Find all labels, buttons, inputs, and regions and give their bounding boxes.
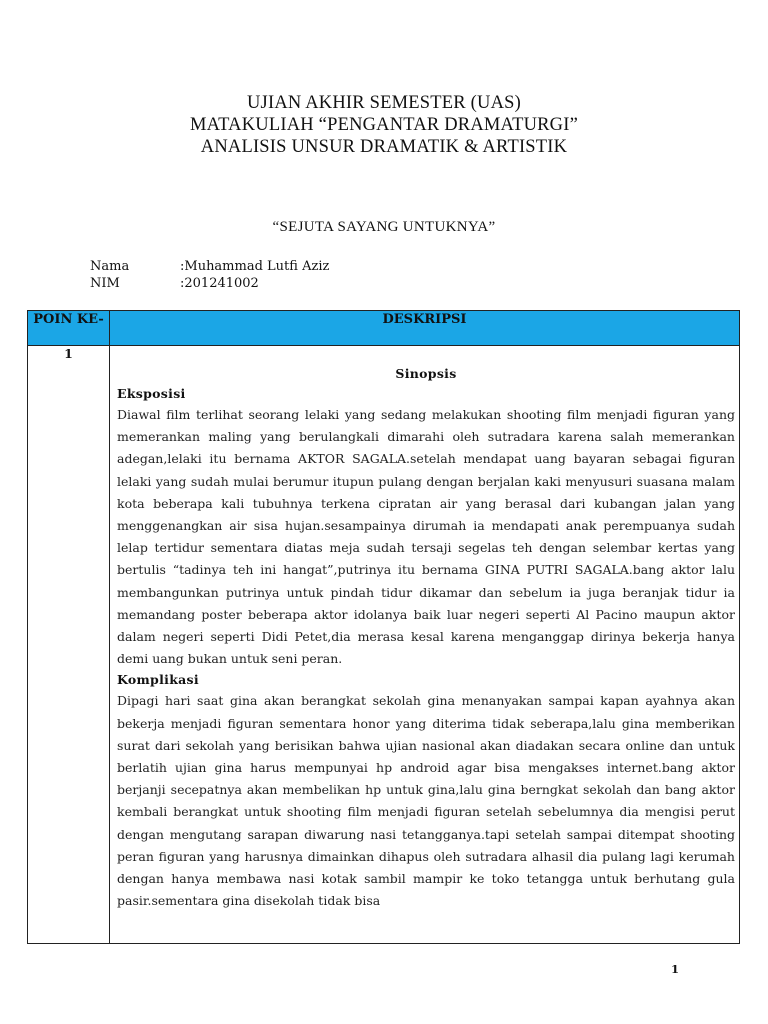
name-label: Nama — [90, 259, 130, 274]
header-title-line-2: MATAKULIAH “PENGANTAR DRAMATURGI” — [190, 115, 578, 135]
table-row — [28, 346, 740, 944]
komplikasi-text: Dipagi hari saat gina akan berangkat sekolah gina menanyakan sampai kapan ayahnya akan bekerja menjadi figuran sementara honor yang diterima tidak seberapa,lalu gina memberikan surat dari sekolah yang berisikan bahwa ujian nasional akan diadakan secara online dan untuk berlatih ujian gina harus mempunyai hp android agar bisa mengakses internet.bang aktor berjanji secepatnya akan membelikan hp untuk gina,lalu gina berngkat sekolah dan bang aktor kembali berangkat untuk shooting film menjadi figuran setelah sebelumnya dia mengisi perut dengan mengutang sarapan diwarung nasi tetangganya.tapi setelah sampai ditempat shooting peran figuran yang harusnya dimainkan dihapus oleh sutradara alhasil dia pulang lagi kerumah dengan hanya membawa nasi kotak sambil mampir ke toko tetangga untuk berhutang gula pasir.sementara gina disekolah tidak bisa — [117, 693, 735, 909]
eksposisi-text: Diawal film terlihat seorang lelaki yang sedang melakukan shooting film menjadi figuran yang memerankan maling yang berulangkali dimarahi oleh sutradara karena salah memerankan adegan,lelaki itu bernama AKTOR SAGALA.setelah mendapat uang bayaran sebagai figuran lelaki yang sudah mulai berumur itupun pulang dengan berjalan kaki menyusuri suasana malam kota beberapa kali tubuhnya terkena cipratan air yang berasal dari kubangan jalan yang menggenangkan air sisa hujan.sesampainya dirumah ia mendapati anak perempuanya sudah lelap tertidur sementara diatas meja sudah tersaji segelas teh dengan selembar kertas yang bertulis “tadinya teh ini hangat”,putrinya itu bernama GINA PUTRI SAGALA.bang aktor lalu membangunkan putrinya untuk pindah tidur dikamar dan sebelum ia juga beranjak tidur ia memandang poster beberapa aktor idolanya baik luar negeri seperti Al Pacino maupun aktor dalam negeri seperti Didi Petet,dia merasa kesal karena menganggap dirinya bekerja hanya demi uang bukan untuk seni peran. — [117, 407, 735, 667]
table-header-row — [28, 311, 740, 346]
deskripsi-header-text: DESKRIPSI — [382, 312, 467, 327]
header-title-line-1: UJIAN AKHIR SEMESTER (UAS) — [247, 93, 521, 113]
document-header — [0, 92, 768, 158]
nim-value: :201241002 — [180, 276, 259, 291]
komplikasi-heading: Komplikasi — [117, 672, 199, 688]
header-title-line-3: ANALISIS UNSUR DRAMATIK & ARTISTIK — [200, 137, 568, 157]
nim-row — [90, 275, 329, 292]
nim-label: NIM — [90, 276, 120, 291]
student-info — [90, 258, 329, 292]
synopsis-heading: Sinopsis — [395, 366, 457, 381]
film-title: “SEJUTA SAYANG UNTUKNYA” — [272, 219, 496, 235]
row-description — [110, 346, 740, 944]
analysis-table — [27, 310, 740, 944]
name-value: :Muhammad Lutfi Aziz — [180, 259, 330, 274]
poin-header — [28, 311, 110, 346]
deskripsi-header — [110, 311, 740, 346]
page-number: 1 — [671, 962, 680, 976]
eksposisi-heading: Eksposisi — [117, 386, 186, 401]
name-row — [90, 258, 329, 275]
row-number: 1 — [28, 346, 110, 944]
poin-header-text: POIN KE- — [33, 312, 104, 327]
